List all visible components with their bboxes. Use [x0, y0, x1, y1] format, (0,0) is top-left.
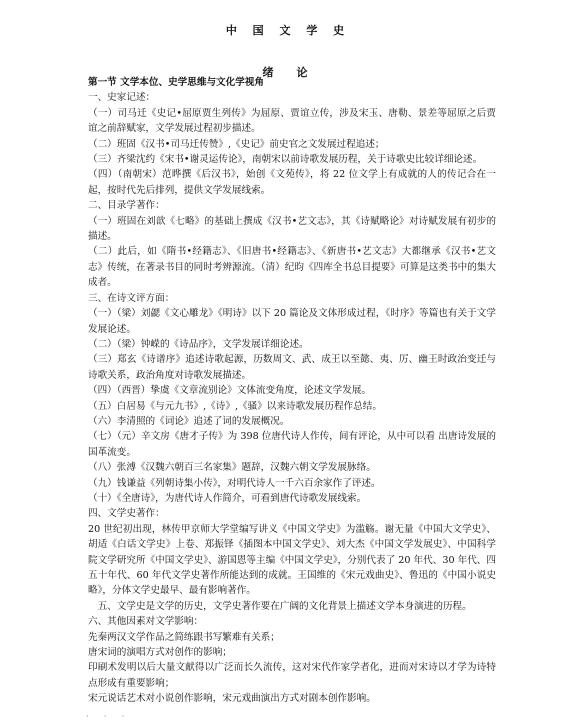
- paragraph: （六）李清照的《词论》追述了词的发展概况。: [88, 415, 290, 427]
- footer-marks: · · ·: [86, 712, 131, 722]
- running-head: 中 国 文 学 史: [225, 24, 351, 37]
- paragraph: 六、其他因素对文学影响：: [88, 616, 204, 628]
- paragraph: 20 世纪初出现，林传甲京师大学堂编写讲义《中国文学史》为滥觞。谢无量《中国大文学史》、胡适《白话文学史》上卷、郑振铎《插图本中国文学史》、刘大杰《中国文学发展史》、中国科学院文学研究所《中国文学史》、游国恩等主编《中国文学史》，分别代表了 20 年代、30 年代、四五十年代、60 年代文学史著作所能达到的成就。王国维的《宋元戏曲史》、鲁迅的《中国小说史略》，分体文学史最早、最有影响著作。: [88, 523, 496, 597]
- chapter-title: 绪 论: [262, 66, 314, 79]
- paragraph: （一）班固在刘歆《七略》的基础上撰成《汉书•艺文志》，其《诗赋略论》对诗赋发展有初步的描述。: [88, 215, 496, 243]
- paragraph: 五、文学史是文学的历史，文学史著作要在广阔的文化背景上描述文学本身演进的历程。: [97, 600, 472, 612]
- paragraph: （二）此后，如《隋书•经籍志》、《旧唐书•经籍志》、《新唐书•艺文志》大都继承《汉书•艺文志》传统，在著录书目的同时考辨源流。（清）纪昀《四库全书总目提要》可算是这类书中的集大成者。: [88, 246, 496, 289]
- document-body: [88, 75, 496, 707]
- paragraph: （一）（梁）刘勰《文心雕龙》《明诗》以下 20 篇论及文体形成过程，《时序》等篇也有关于文学发展论述。: [88, 308, 496, 335]
- paragraph: （三）郑玄《诗谱序》追述诗歌起源，历数周文、武、成王以至懿、夷、厉、幽王时政治变迁与诗歌关系，政治角度对诗歌发展描述。: [88, 354, 496, 381]
- paragraph: （四）（南朝宋）范晔撰《后汉书》，始创《文苑传》，将 22 位文学上有成就的人的传记合在一起，按时代先后排列，提供文学发展线索。: [88, 169, 496, 196]
- paragraph: （八）张溥《汉魏六朝百三名家集》题辞，汉魏六朝文学发展脉络。: [88, 462, 376, 474]
- paragraph: （九）钱谦益《列朝诗集小传》，对明代诗人一千六百余家作了评述。: [88, 477, 381, 489]
- paragraph: （三）齐梁沈约《宋书•谢灵运传论》，南朝宋以前诗歌发展历程，关于诗歌史比较详细论述。: [88, 154, 483, 166]
- paragraph: 印刷术发明以后大量文献得以广泛而长久流传，这对宋代作家学者化，进而对宋诗以才学为诗特点形成有重要影响；: [88, 662, 496, 689]
- paragraph: 二、目录学著作：: [88, 200, 165, 212]
- paragraph: （五）白居易《与元九书》,《诗》,《骚》以来诗歌发展历程作总结。: [88, 400, 382, 412]
- paragraph: 一、史家记述：: [88, 92, 156, 104]
- paragraph: （十）《全唐诗》，为唐代诗人作简介，可看到唐代诗歌发展线索。: [88, 492, 367, 504]
- section-title: 第一节 文学本位、史学思维与文化学视角: [88, 77, 265, 88]
- paragraph: （四）（西晋）挚虞《文章流别论》文体流变角度，论述文学发展。: [88, 385, 372, 397]
- paragraph: （一）司马迁《史记•屈原贾生列传》为屈原、贾谊立传，涉及宋玉、唐勒、景差等屈原之后贾谊之前辞赋家，文学发展过程初步描述。: [88, 107, 496, 135]
- paragraph: 唐宋词的演唱方式对创作的影响；: [88, 647, 232, 659]
- paragraph: （二）班固《汉书•司马迁传赞》,《史记》前史官之文发展过程追述；: [88, 138, 385, 150]
- paragraph: 三、在诗文评方面：: [88, 292, 175, 304]
- paragraph: 宋元说话艺术对小说创作影响，宋元戏曲演出方式对剧本创作影响。: [88, 693, 376, 705]
- paragraph: （七）（元）辛文房《唐才子传》为 398 位唐代诗人作传，间有评论，从中可以看 出唐诗发展的国革流变。: [88, 431, 496, 458]
- paragraph: 先秦两汉文学作品之简练跟书写繁难有关系；: [88, 631, 280, 643]
- paragraph: （二）（梁）钟嵘的《诗品序》，文学发展详细论述。: [88, 338, 309, 350]
- paragraph: 四、文学史著作：: [88, 508, 165, 520]
